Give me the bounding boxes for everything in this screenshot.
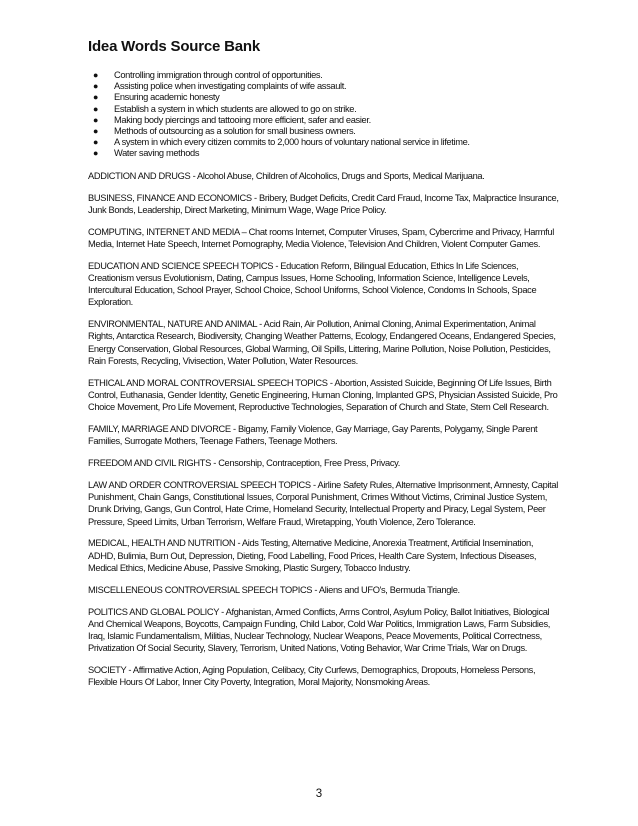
topic-miscellaneous: MISCELLENEOUS CONTROVERSIAL SPEECH TOPICS - Aliens and UFO's, Bermuda Triangle. [88, 584, 460, 595]
bullet-item: ● Water saving methods [93, 148, 200, 159]
page-title: Idea Words Source Bank [88, 38, 261, 55]
bullet-dot-icon: ● [93, 103, 99, 114]
bullet-item: ● Assisting police when investigating complaints of wife assault. [93, 81, 347, 92]
topic-education-science: EDUCATION AND SCIENCE SPEECH TOPICS - Education Reform, Bilingual Education, Ethics In Life Sciences, Creationism versus Evolutionism, Dating, Campus Issues, Home Schooling, Information Science, Intelligence Levels, Intercultural Education, School Prayer, School Choice, School Uniforms, School Violence, Condoms In Schools, Space Exploration. [88, 260, 537, 308]
topic-environmental: ENVIRONMENTAL, NATURE AND ANIMAL - Acid Rain, Air Pollution, Animal Cloning, Animal Experimentation, Animal Rights, Antarctica Research, Biodiversity, Changing Weather Patterns, Ecology, Endangered Oceans, Endangered Species, Energy Conservation, Global Resources, Global Warming, Oil Spills, Littering, Marine Pollution, Noise Pollution, Pesticides, Rain Forests, Recycling, Vivisection, Water Pollution, Water Resources. [88, 319, 556, 366]
bullet-item: ● Controlling immigration through control of opportunities. [93, 70, 323, 80]
topic-law-order: LAW AND ORDER CONTROVERSIAL SPEECH TOPICS - Airline Safety Rules, Alternative Imprisonment, Amnesty, Capital Punishment, Chain Gangs, Constitutional Issues, Corporal Punishment, Crimes Without Victims, Criminal Justice System, Drunk Driving, Gangs, Gun Control, Hate Crime, Homeland Security, Intellectual Property and Piracy, Legal System, Peer Pressure, Speed Limits, Urban Terrorism, Welfare Fraud, Wiretapping, Youth Violence, Zero Tolerance. [88, 479, 558, 527]
topic-addiction-drugs: ADDICTION AND DRUGS - Alcohol Abuse, Children of Alcoholics, Drugs and Sports, Medical Marijuana. [88, 170, 485, 181]
bullet-dot-icon: ● [93, 126, 99, 137]
page-number: 3 [315, 788, 323, 800]
topic-politics-global: POLITICS AND GLOBAL POLICY - Afghanistan, Armed Conflicts, Arms Control, Asylum Policy, Ballot Initiatives, Biological And Chemical Weapons, Boycotts, Campaign Funding, Child Labor, Cold War Politics, Immigration Laws, Farm Subsidies, Iraq, Islamic Fundamentalism, Militias, Nuclear Technology, Nuclear Weapons, Peace Movements, Political Correctness, Privatization Of Social Security, Slavery, Terrorism, United Nations, Voting Behavior, War Crime Trials, War on Drugs. [88, 606, 551, 654]
topic-medical-health: MEDICAL, HEALTH AND NUTRITION - Aids Testing, Alternative Medicine, Anorexia Treatment, Artificial Insemination, ADHD, Bulimia, Burn Out, Depression, Dieting, Food Labelling, Food Prices, Health Care System, Infectious Diseases, Medical Ethics, Medicine Abuse, Passive Smoking, Plastic Surgery, Tobacco Industry. [88, 538, 537, 573]
topic-business-finance: BUSINESS, FINANCE AND ECONOMICS - Bribery, Budget Deficits, Credit Card Fraud, Income Tax, Malpractice Insurance, Junk Bonds, Leadership, Direct Marketing, Minimum Wage, Wage Price Policy. [88, 192, 559, 215]
document-page [88, 38, 560, 698]
topic-ethical-moral: ETHICAL AND MORAL CONTROVERSIAL SPEECH TOPICS - Abortion, Assisted Suicide, Beginning Of Life Issues, Birth Control, Euthanasia, Gender Identity, Genetic Engineering, Human Cloning, Implanted GPS, Physician Assisted Suicide, Pro Choice Movement, Pro Life Movement, Reproductive Technologies, Separation of Church and State, Stem Cell Research. [88, 377, 558, 413]
bullet-item: ● Methods of outsourcing as a solution for small business owners. [93, 126, 356, 137]
topic-family-marriage: FAMILY, MARRIAGE AND DIVORCE - Bigamy, Family Violence, Gay Marriage, Gay Parents, Polygamy, Single Parent Families, Surrogate Mothers, Teenage Fathers, Teenage Mothers. [88, 424, 538, 447]
topic-society: SOCIETY - Affirmative Action, Aging Population, Celibacy, City Curfews, Demographics, Dropouts, Homeless Persons, Flexible Hours Of Labor, Inner City Poverty, Integration, Moral Majority, Nonsmoking Areas. [88, 665, 536, 688]
bullet-item: ● A system in which every citizen commits to 2,000 hours of voluntary national service in lifetime. [93, 137, 470, 148]
bullet-dot-icon: ● [93, 148, 99, 159]
bullet-dot-icon: ● [93, 92, 99, 103]
bullet-dot-icon: ● [93, 137, 99, 148]
topic-computing-media: COMPUTING, INTERNET AND MEDIA – Chat rooms Internet, Computer Viruses, Spam, Cybercrime and Privacy, Harmful Media, Internet Hate Speech, Internet Pornography, Media Violence, Television And Children, Violent Computer Games. [88, 226, 554, 249]
bullet-item: ● Establish a system in which students are allowed to go on strike. [93, 103, 357, 114]
idea-bullet-list [88, 70, 560, 160]
bullet-item: ● Ensuring academic honesty [93, 92, 220, 103]
bullet-item: ● Making body piercings and tattooing more efficient, safer and easier. [93, 114, 371, 125]
bullet-dot-icon: ● [93, 81, 99, 92]
bullet-dot-icon: ● [93, 114, 99, 125]
bullet-dot-icon: ● [93, 70, 99, 80]
topic-freedom-civil-rights: FREEDOM AND CIVIL RIGHTS - Censorship, Contraception, Free Press, Privacy. [88, 458, 400, 469]
